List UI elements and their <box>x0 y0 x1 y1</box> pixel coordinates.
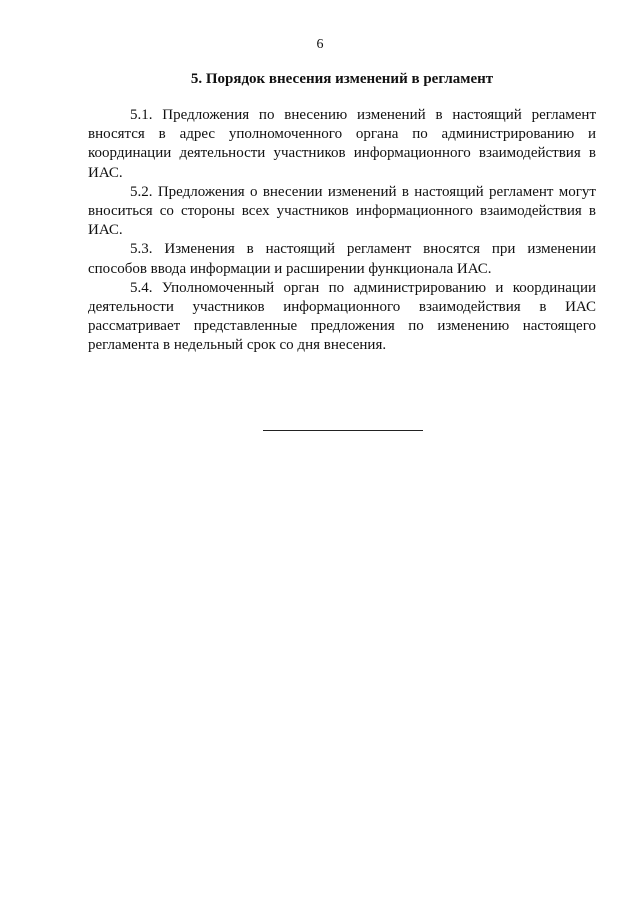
section-title: 5. Порядок внесения изменений в регламент <box>190 71 494 87</box>
paragraph-5-3: 5.3. Изменения в настоящий регламент вносятся при изменении способов ввода информации и расширении функционала ИАС. <box>88 241 596 277</box>
end-of-document-rule <box>263 430 423 431</box>
paragraph-5-4: 5.4. Уполномоченный орган по администрированию и координации деятельности участников информационного взаимодействия в ИАС рассматривает представленные предложения по изменению настоящего регламента в недельный срок со дня внесения. <box>88 279 596 354</box>
paragraph-5-1: 5.1. Предложения по внесению изменений в настоящий регламент вносятся в адрес уполномоченного органа по администрированию и координации деятельности участников информационного взаимодействия в ИАС. <box>88 107 596 181</box>
paragraph-5-2: 5.2. Предложения о внесении изменений в настоящий регламент могут вноситься со стороны всех участников информационного взаимодействия в ИАС. <box>88 183 596 239</box>
page-number: 6 <box>316 37 324 52</box>
section-body <box>88 106 596 356</box>
